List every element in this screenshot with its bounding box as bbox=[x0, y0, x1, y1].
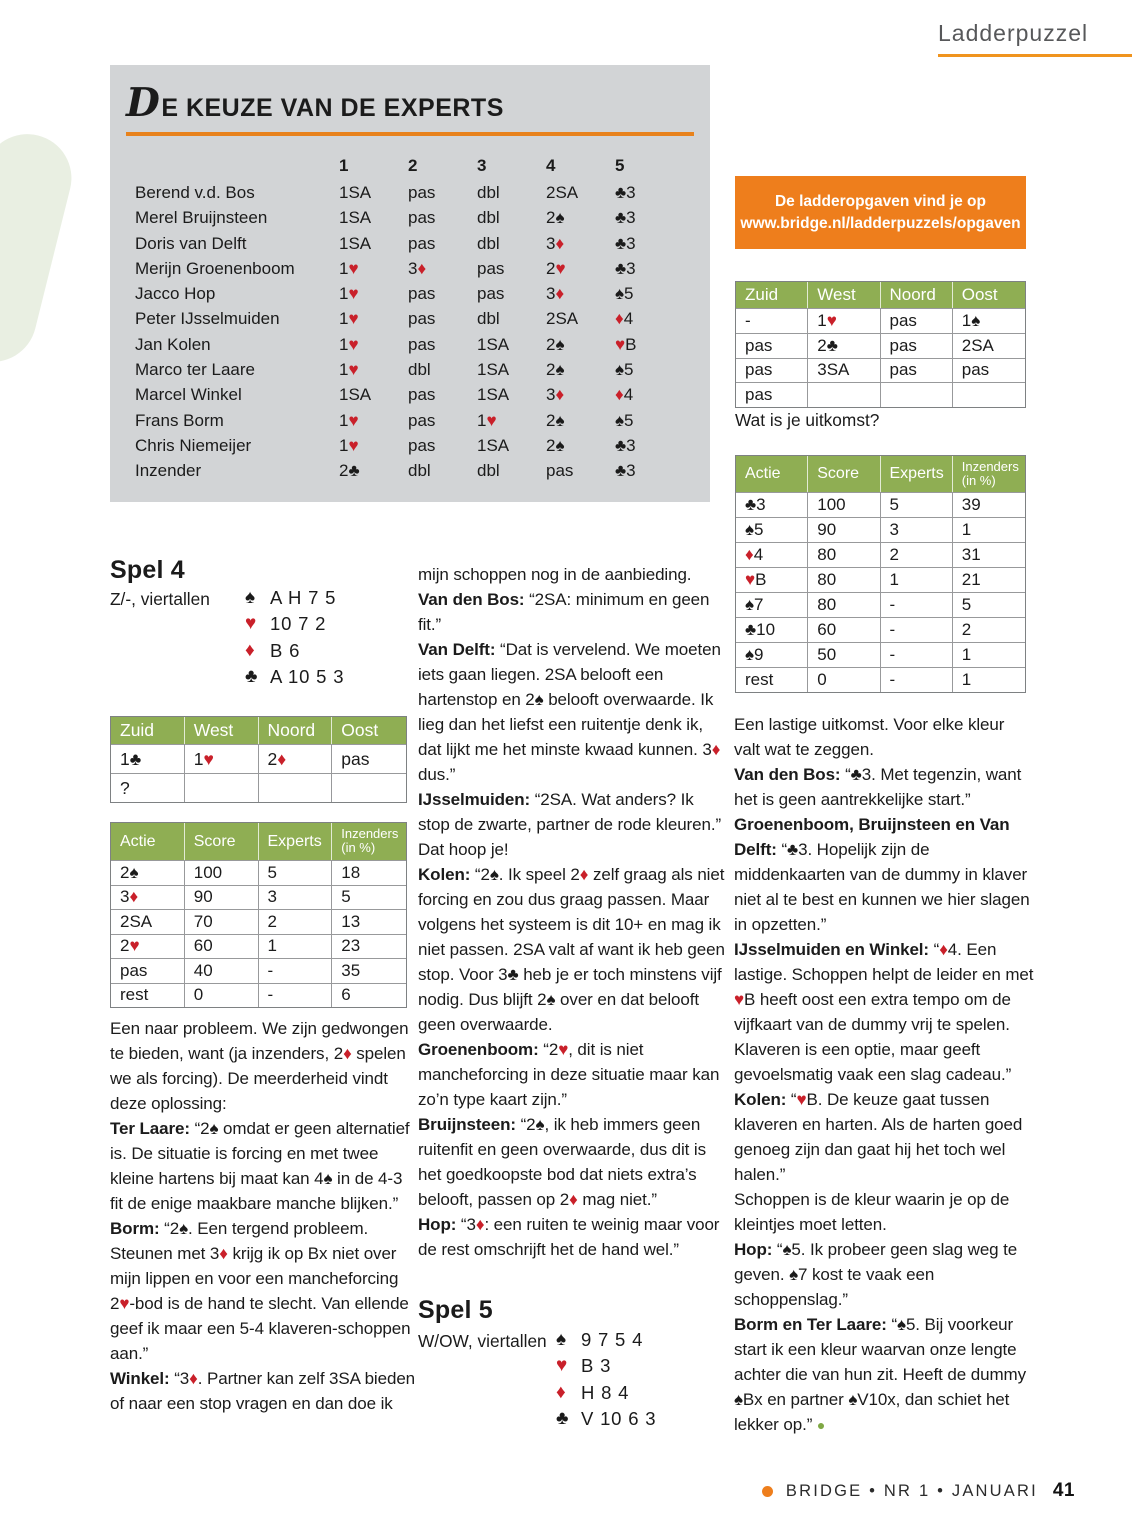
hand-line bbox=[245, 585, 344, 611]
table-cell: pas bbox=[736, 359, 808, 383]
table-cell: ♣3 bbox=[615, 258, 636, 278]
paragraph: Winkel: “3♦. Partner kan zelf 3SA bieden of naar een stop vragen en dan doe ik bbox=[110, 1369, 416, 1413]
table-cell: dbl bbox=[477, 182, 500, 202]
table-cell: 3 bbox=[259, 886, 333, 910]
table-row bbox=[126, 459, 694, 484]
experts-box-title bbox=[126, 80, 694, 126]
table-cell: dbl bbox=[477, 233, 500, 253]
hand-cards: H 8 4 bbox=[581, 1381, 630, 1403]
table-row bbox=[111, 885, 406, 910]
table-row bbox=[111, 909, 406, 934]
table-header-cell: Experts bbox=[881, 456, 953, 492]
table-cell: 1 bbox=[961, 645, 972, 664]
table-cell: Peter IJsselmuiden bbox=[135, 309, 280, 329]
table-cell: pas bbox=[408, 410, 436, 430]
score-table-header bbox=[736, 456, 1025, 492]
table-cell: ♥ B bbox=[615, 334, 637, 354]
table-cell: 60 bbox=[185, 935, 259, 959]
table-cell: pas bbox=[408, 309, 436, 329]
title-rest: E KEUZE VAN DE EXPERTS bbox=[161, 94, 504, 122]
table-cell: - bbox=[881, 618, 953, 642]
table-cell: ♣3 bbox=[615, 233, 636, 253]
table-row bbox=[736, 333, 1025, 358]
table-cell: ♠5 bbox=[615, 360, 634, 380]
suit-icon: ♦ bbox=[556, 1381, 567, 1403]
spel4-bidding-header bbox=[111, 717, 406, 744]
table-cell: 3 bbox=[881, 518, 953, 542]
table-cell: - bbox=[881, 643, 953, 667]
suit-icon: ♦ bbox=[245, 639, 256, 661]
table-header-cell: Oost bbox=[341, 720, 379, 740]
table-cell: 3 ♦ bbox=[546, 233, 565, 253]
table-cell: 21 bbox=[961, 570, 981, 589]
banner-line2: www.bridge.nl/ladderpuzzels/opgaven bbox=[740, 215, 1021, 232]
table-row bbox=[111, 983, 406, 1008]
table-cell: 60 bbox=[808, 618, 880, 642]
table-cell: 1SA bbox=[477, 385, 510, 405]
ladder-banner bbox=[735, 176, 1026, 249]
table-cell: 2SA bbox=[111, 910, 185, 934]
table-cell: dbl bbox=[408, 360, 431, 380]
table-header-cell: Experts bbox=[259, 823, 333, 860]
table-cell: 5 bbox=[881, 493, 953, 517]
table-cell: 2♠ bbox=[546, 208, 565, 228]
table-cell: pas bbox=[408, 233, 436, 253]
table-row bbox=[126, 383, 694, 408]
table-cell: 1 ♥ bbox=[339, 360, 359, 380]
paragraph: Bruijnsteen: “2♠, ik heb immers geen ruitenfit en geen overwaarde, dus dit is het goedkoopste bod dat niets extra’s belooft, passen op 2♦ mag niet.” bbox=[418, 1115, 707, 1209]
table-cell: 35 bbox=[341, 960, 361, 980]
hand-cards: 10 7 2 bbox=[270, 613, 327, 635]
table-cell: 1 ♥ bbox=[477, 410, 497, 430]
spel5-title: Spel 5 bbox=[418, 1296, 493, 1324]
table-cell: 5 bbox=[341, 887, 351, 907]
spel5-dealer: W/OW, viertallen bbox=[418, 1331, 547, 1351]
table-cell: 2♠ bbox=[111, 861, 185, 885]
table-cell: Frans Borm bbox=[135, 410, 224, 430]
table-header-cell: Actie bbox=[736, 456, 808, 492]
table-row bbox=[111, 958, 406, 983]
paragraph: Van den Bos: “2SA: minimum en geen fit.” bbox=[418, 590, 710, 634]
table-cell: 90 bbox=[808, 518, 880, 542]
table-cell: 70 bbox=[185, 910, 259, 934]
suit-icon: ♣ bbox=[245, 666, 259, 688]
table-cell: Marcel Winkel bbox=[135, 385, 242, 405]
table-row bbox=[111, 860, 406, 885]
table-cell: 1SA bbox=[477, 334, 510, 354]
table-cell: Marco ter Laare bbox=[135, 360, 255, 380]
orange-rule bbox=[126, 132, 694, 136]
bidding-table-body bbox=[736, 308, 1025, 407]
table-header-cell: West bbox=[185, 717, 259, 744]
table-cell: 5 bbox=[259, 861, 333, 885]
table-row bbox=[736, 308, 1025, 333]
table-cell: - bbox=[881, 668, 953, 692]
table-cell: 18 bbox=[341, 862, 361, 882]
table-cell bbox=[808, 383, 880, 407]
table-cell: ? bbox=[111, 774, 185, 802]
table-cell: 1 bbox=[961, 520, 972, 539]
table-cell: - bbox=[736, 309, 808, 333]
table-cell bbox=[185, 774, 259, 802]
table-cell: 1 ♥ bbox=[339, 435, 359, 455]
table-header-cell: Zuid bbox=[736, 282, 808, 308]
table-cell: Jacco Hop bbox=[135, 284, 216, 304]
table-header-cell: Actie bbox=[111, 823, 185, 860]
table-cell: pas bbox=[477, 258, 505, 278]
hand-cards: V 10 6 3 bbox=[581, 1408, 657, 1430]
table-header-cell: Oost bbox=[961, 285, 998, 304]
table-cell: 100 bbox=[808, 493, 880, 517]
table-cell bbox=[332, 774, 406, 802]
table-cell: ♠5 bbox=[615, 410, 634, 430]
table-row bbox=[126, 281, 694, 306]
table-cell: ♣3 bbox=[615, 461, 636, 481]
table-row bbox=[126, 206, 694, 231]
table-cell: 50 bbox=[808, 643, 880, 667]
suit-icon: ♠ bbox=[556, 1329, 567, 1351]
table-cell: pas bbox=[408, 334, 436, 354]
table-cell: 2 ♥ bbox=[546, 258, 566, 278]
table-cell: 3 ♦ bbox=[546, 284, 565, 304]
table-cell: 1SA bbox=[339, 208, 372, 228]
table-cell bbox=[953, 383, 1025, 407]
experts-table-body bbox=[126, 180, 694, 484]
table-cell: pas bbox=[546, 461, 574, 481]
text-column-left bbox=[110, 1016, 416, 1416]
table-cell: pas bbox=[408, 208, 436, 228]
table-cell: pas bbox=[477, 284, 505, 304]
puzzle-question: Wat is je uitkomst? bbox=[735, 410, 880, 430]
table-row bbox=[126, 180, 694, 205]
table-row bbox=[736, 617, 1025, 642]
hand-cards: A 10 5 3 bbox=[270, 666, 345, 688]
table-cell: pas bbox=[961, 360, 990, 380]
table-cell: 2♣ bbox=[808, 334, 880, 358]
table-cell: pas bbox=[408, 284, 436, 304]
table-cell: Merijn Groenenboom bbox=[135, 258, 295, 278]
table-cell: 3 ♦ bbox=[546, 385, 565, 405]
experts-box bbox=[110, 65, 710, 502]
table-cell: 1 bbox=[961, 670, 972, 689]
table-cell: Jan Kolen bbox=[135, 334, 211, 354]
table-header-cell: Zuid bbox=[111, 717, 185, 744]
table-cell: 1 ♥ bbox=[808, 309, 880, 333]
paragraph: Borm: “2♠. Een tergend probleem. Steunen met 3♦ krijg ik op Bx niet over mijn lippen en voor een mancheforcing 2♥-bod is de hand te slecht. Van ellende geef ik maar een 5-4 klaveren-schoppen aan.” bbox=[110, 1219, 411, 1363]
table-header-cell: 1 bbox=[339, 155, 349, 175]
paragraph: Groenenboom: “2♥, dit is niet mancheforcing in deze situatie maar kan zo’n type kaart zijn.” bbox=[418, 1040, 720, 1109]
suit-icon: ♠ bbox=[245, 587, 256, 609]
table-row bbox=[111, 773, 406, 802]
table-header-cell: 3 bbox=[477, 155, 487, 175]
table-cell: 3 ♦ bbox=[408, 258, 427, 278]
page-footer bbox=[762, 1480, 1075, 1502]
table-cell: dbl bbox=[408, 461, 431, 481]
table-cell: ♣3 bbox=[615, 208, 636, 228]
table-cell: pas bbox=[408, 182, 436, 202]
table-cell: 3SA bbox=[808, 359, 880, 383]
table-cell: pas bbox=[408, 435, 436, 455]
table-cell: dbl bbox=[477, 208, 500, 228]
table-cell: 2♠ bbox=[546, 410, 565, 430]
table-cell bbox=[259, 774, 333, 802]
table-header-cell: Inzenders (in %) bbox=[961, 459, 1019, 488]
banner-line1: De ladderopgaven vind je op bbox=[774, 193, 986, 210]
text-column-right bbox=[734, 712, 1034, 1438]
table-cell: 5 bbox=[961, 595, 972, 614]
table-cell: 2 bbox=[961, 620, 972, 639]
table-cell: 1SA bbox=[339, 385, 372, 405]
table-cell: rest bbox=[111, 984, 185, 1008]
puzzle-score-table bbox=[735, 455, 1026, 693]
table-cell: ♦ 4 bbox=[615, 385, 634, 405]
table-row bbox=[126, 256, 694, 281]
table-cell: 6 bbox=[341, 985, 351, 1005]
table-cell: pas bbox=[111, 959, 185, 983]
table-cell: pas bbox=[881, 309, 953, 333]
table-cell: 2 ♦ bbox=[259, 745, 333, 773]
table-row bbox=[111, 934, 406, 959]
table-header-cell: 4 bbox=[546, 155, 556, 175]
table-cell: Merel Bruijnsteen bbox=[135, 208, 268, 228]
table-cell bbox=[881, 383, 953, 407]
table-cell: 3 ♦ bbox=[111, 886, 185, 910]
table-row bbox=[736, 667, 1025, 692]
footer-dot-icon bbox=[762, 1486, 773, 1497]
table-row bbox=[126, 433, 694, 458]
paragraph: IJsselmuiden: “2SA. Wat anders? Ik stop de zwarte, partner de rode kleuren.” bbox=[418, 790, 722, 834]
table-row bbox=[736, 592, 1025, 617]
table-header-cell: Score bbox=[185, 823, 259, 860]
suit-icon: ♥ bbox=[245, 613, 258, 635]
spel4-score-body bbox=[111, 860, 406, 1007]
table-cell: 1 ♥ bbox=[339, 258, 359, 278]
page-header bbox=[938, 20, 1132, 57]
table-cell: rest bbox=[736, 668, 808, 692]
paragraph: Borm en Ter Laare: “♠5. Bij voorkeur start ik een kleur waarvan onze lengte achter die van hun zit. Heeft de dummy ♠Bx en partner ♠V10x, dan schiet het lekker op.” ● bbox=[734, 1315, 1026, 1434]
paragraph: IJsselmuiden en Winkel: “♦4. Een lastige. Schoppen helpt de leider en met ♥B heeft oost een extra tempo om de vijfkaart van de dummy vrij te spelen. Klaveren is een optie, maar geeft gevoelsmatig vaak een slag cadeau.” bbox=[734, 940, 1034, 1084]
hand-line bbox=[245, 611, 344, 637]
table-cell: 1 ♥ bbox=[339, 334, 359, 354]
hand-cards: 9 7 5 4 bbox=[581, 1329, 644, 1351]
hand-cards: B 6 bbox=[270, 639, 301, 661]
table-cell: 1SA bbox=[477, 360, 510, 380]
table-row bbox=[126, 332, 694, 357]
table-cell: 2♠ bbox=[546, 435, 565, 455]
spel4-bidding-body bbox=[111, 744, 406, 802]
footer-page-number: 41 bbox=[1052, 1480, 1075, 1501]
table-cell: 1♣ bbox=[111, 745, 185, 773]
paragraph: Van den Bos: “♣3. Met tegenzin, want het is geen aantrekkelijke start.” bbox=[734, 765, 1022, 809]
table-cell: 1 ♥ bbox=[339, 309, 359, 329]
table-cell: 2SA bbox=[546, 309, 579, 329]
table-row bbox=[736, 517, 1025, 542]
paragraph: Hop: “♠5. Ik probeer geen slag weg te geven. ♠7 kost te vaak een schoppenslag.” bbox=[734, 1240, 1018, 1309]
hand-line bbox=[556, 1380, 656, 1406]
table-cell: pas bbox=[341, 748, 370, 769]
table-cell: ♣10 bbox=[736, 618, 808, 642]
paragraph: Een naar probleem. We zijn gedwongen te bieden, want (ja inzenders, 2♦ spelen we als forcing). De meerderheid vindt deze oplossing: bbox=[110, 1019, 409, 1113]
paragraph: Dat hoop je! bbox=[418, 840, 509, 859]
paragraph: Hop: “3♦: een ruiten te weinig maar voor de rest omschrijft het de hand wel.” bbox=[418, 1215, 720, 1259]
spel4-bidding-table bbox=[110, 716, 407, 803]
table-cell: 1 ♥ bbox=[339, 410, 359, 430]
table-cell: 2♣ bbox=[339, 461, 360, 481]
table-cell: 1 bbox=[881, 568, 953, 592]
table-cell: 1SA bbox=[339, 182, 372, 202]
table-cell: 1 bbox=[259, 935, 333, 959]
paragraph: Van Delft: “Dat is vervelend. We moeten iets gaan liegen. 2SA belooft een hartenstop en 2♠ belooft overwaarde. Ik lieg dan het liefst een ruitentje denk ik, dat lijkt me het minste kwaad kunnen. 3♦ dus.” bbox=[418, 640, 721, 784]
table-cell: 1SA bbox=[339, 233, 372, 253]
table-cell: 2 bbox=[259, 910, 333, 934]
table-cell: Berend v.d. Bos bbox=[135, 182, 255, 202]
table-cell: 0 bbox=[185, 984, 259, 1008]
table-cell: dbl bbox=[477, 461, 500, 481]
table-cell: pas bbox=[736, 334, 808, 358]
table-cell: 13 bbox=[341, 911, 361, 931]
table-cell: - bbox=[259, 984, 333, 1008]
paragraph: Kolen: “♥B. De keuze gaat tussen klaveren en harten. Als de harten goed genoeg zijn dan gaat hij het toch wel halen.” bbox=[734, 1090, 1023, 1184]
table-row bbox=[126, 231, 694, 256]
table-cell: ♠5 bbox=[615, 284, 634, 304]
table-cell: - bbox=[259, 959, 333, 983]
table-cell: dbl bbox=[477, 309, 500, 329]
table-cell: ♦ 4 bbox=[615, 309, 634, 329]
hand-cards: B 3 bbox=[581, 1355, 612, 1377]
hand-line bbox=[556, 1353, 656, 1379]
paragraph: Een lastige uitkomst. Voor elke kleur valt wat te zeggen. bbox=[734, 715, 1005, 759]
table-header-cell: West bbox=[808, 282, 880, 308]
table-cell: Chris Niemeijer bbox=[135, 435, 252, 455]
table-cell: 80 bbox=[808, 593, 880, 617]
table-cell: 1SA bbox=[477, 435, 510, 455]
table-cell: 2♠ bbox=[546, 334, 565, 354]
spel5-hand bbox=[556, 1327, 656, 1432]
table-row bbox=[736, 382, 1025, 407]
table-cell: 100 bbox=[185, 861, 259, 885]
table-cell: 31 bbox=[961, 545, 981, 564]
text-column-middle bbox=[418, 562, 728, 1262]
spel4-hand bbox=[245, 585, 344, 690]
table-cell: 2SA bbox=[546, 182, 579, 202]
table-cell: 2 ♥ bbox=[111, 935, 185, 959]
spel4-dealer: Z/-, viertallen bbox=[110, 589, 210, 609]
table-row bbox=[126, 408, 694, 433]
table-cell: 0 bbox=[808, 668, 880, 692]
table-cell: pas bbox=[881, 334, 953, 358]
table-cell: ♠9 bbox=[736, 643, 808, 667]
table-cell: ♣3 bbox=[736, 493, 808, 517]
table-header-cell: Noord bbox=[881, 282, 953, 308]
paragraph: Kolen: “2♠. Ik speel 2♦ zelf graag als niet forcing en zou dus graag passen. Maar volgens het systeem is dit 10+ en mag ik niet passen. 2SA valt af want ik heb geen stop. Voor 3♣ heb je er toch minstens vijf nodig. Dus blijft 2♠ over en dat belooft geen overwaarde. bbox=[418, 865, 725, 1034]
table-row bbox=[111, 744, 406, 773]
table-cell: 39 bbox=[961, 495, 981, 514]
table-cell: 2SA bbox=[961, 335, 994, 355]
table-header-cell: Noord bbox=[259, 717, 333, 744]
suit-icon: ♣ bbox=[556, 1408, 570, 1430]
table-cell: - bbox=[881, 593, 953, 617]
end-marker-dot: ● bbox=[816, 1417, 826, 1433]
paragraph: Groenenboom, Bruijnsteen en Van Delft: “♣3. Hopelijk zijn de middenkaarten van de dummy in klaver niet al te best en kunnen we hier slagen in opzetten.” bbox=[734, 815, 1030, 934]
table-cell: ♣3 bbox=[615, 435, 636, 455]
hand-line bbox=[556, 1406, 656, 1432]
hand-cards: A H 7 5 bbox=[270, 587, 337, 609]
paragraph: Ter Laare: “2♠ omdat er geen alternatief is. De situatie is forcing en met twee kleine hartens bij maat kan 4♠ in de 4-3 fit de enige maakbare manche blijken.” bbox=[110, 1119, 410, 1213]
table-cell: 40 bbox=[185, 959, 259, 983]
table-cell: ♠5 bbox=[736, 518, 808, 542]
table-cell: ♠7 bbox=[736, 593, 808, 617]
table-cell: pas bbox=[408, 385, 436, 405]
score-table-body bbox=[736, 492, 1025, 692]
table-row bbox=[736, 567, 1025, 592]
table-cell: 2 bbox=[881, 543, 953, 567]
table-row bbox=[736, 492, 1025, 517]
footer-magazine-label: BRIDGE • NR 1 • JANUARI bbox=[785, 1481, 1038, 1500]
table-header-cell: 5 bbox=[615, 155, 625, 175]
table-row bbox=[736, 358, 1025, 383]
spel4-score-header bbox=[111, 823, 406, 860]
puzzle-bidding-table bbox=[735, 281, 1026, 408]
table-row bbox=[126, 307, 694, 332]
table-header-cell: Score bbox=[808, 456, 880, 492]
table-cell: Doris van Delft bbox=[135, 233, 247, 253]
table-row bbox=[126, 357, 694, 382]
paragraph: mijn schoppen nog in de aanbieding. bbox=[418, 565, 692, 584]
spel4-title: Spel 4 bbox=[110, 556, 185, 584]
table-cell: pas bbox=[736, 383, 808, 407]
table-cell: 1 ♥ bbox=[339, 284, 359, 304]
table-cell: 23 bbox=[341, 936, 361, 956]
table-header-cell: 2 bbox=[408, 155, 418, 175]
table-cell: 80 bbox=[808, 543, 880, 567]
suit-icon: ♥ bbox=[556, 1355, 569, 1377]
table-cell: 1 ♥ bbox=[185, 745, 259, 773]
table-row bbox=[736, 642, 1025, 667]
experts-table-header bbox=[126, 153, 694, 178]
paragraph: Schoppen is de kleur waarin je op de kleintjes moet letten. bbox=[734, 1190, 1010, 1234]
table-cell: Inzender bbox=[135, 461, 202, 481]
hand-line bbox=[245, 638, 344, 664]
table-header-cell: Inzenders (in %) bbox=[341, 826, 399, 855]
table-cell: ♥ B bbox=[736, 568, 808, 592]
hand-line bbox=[245, 664, 344, 690]
table-row bbox=[736, 542, 1025, 567]
bidding-table-header bbox=[736, 282, 1025, 308]
table-cell: ♣3 bbox=[615, 182, 636, 202]
spel4-score-table bbox=[110, 822, 407, 1008]
table-cell: 2♠ bbox=[546, 360, 565, 380]
table-cell: 1♠ bbox=[961, 310, 981, 330]
title-initial: D bbox=[126, 80, 161, 126]
decorative-brush-shape bbox=[0, 125, 81, 371]
table-cell: 80 bbox=[808, 568, 880, 592]
table-cell: ♦ 4 bbox=[736, 543, 808, 567]
page-title: Ladderpuzzel bbox=[938, 20, 1089, 46]
hand-line bbox=[556, 1327, 656, 1353]
table-cell: 90 bbox=[185, 886, 259, 910]
experts-table bbox=[126, 153, 694, 484]
table-cell: pas bbox=[881, 359, 953, 383]
